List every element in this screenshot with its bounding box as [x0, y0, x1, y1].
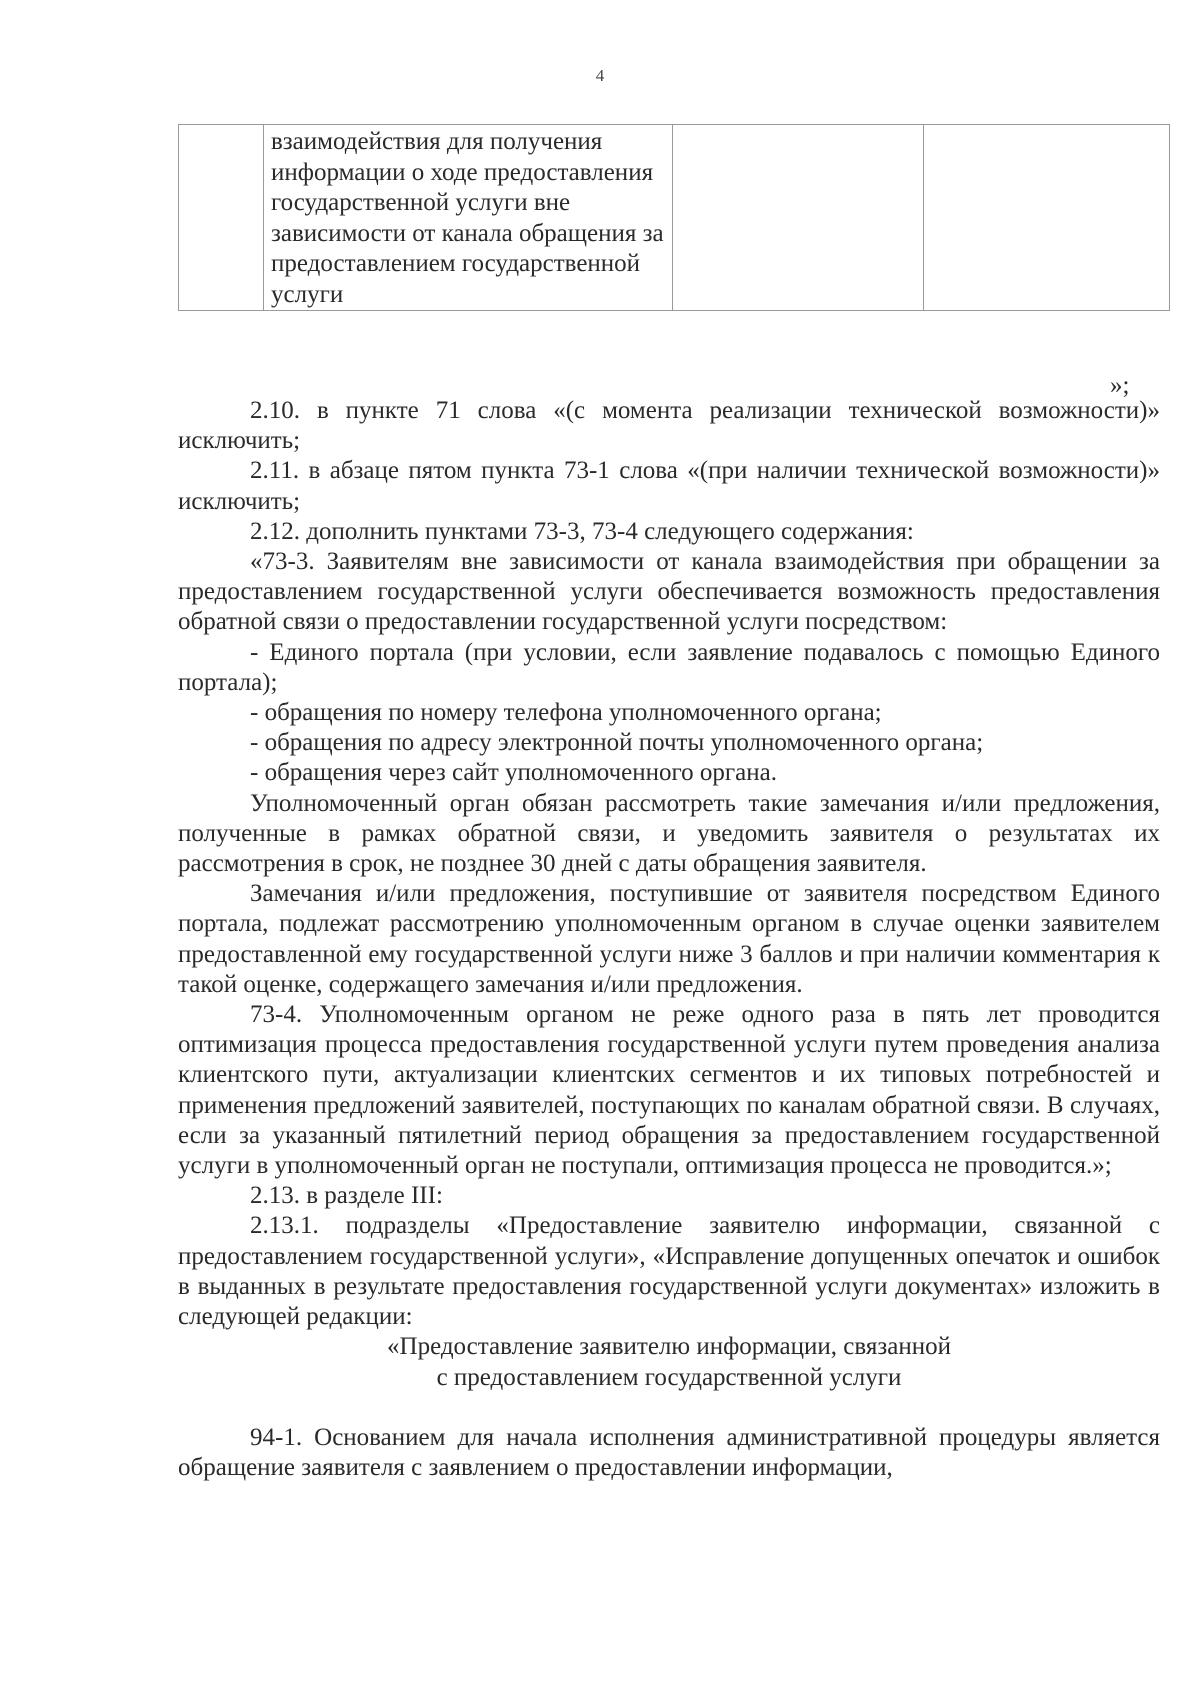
paragraph: - обращения через сайт уполномоченного органа. — [250, 759, 777, 787]
table-cell-description: взаимодействия для получения информации о ходе предоставления государственной услуги вне зависимости от канала обращения за предоставлением государственной услуги — [264, 125, 673, 311]
paragraph: - Единого портала (при условии, если заявление подавалось с помощью Единого портала); — [178, 638, 1160, 696]
paragraph: 2.12. дополнить пунктами 73-3, 73-4 следующего содержания: — [250, 517, 914, 545]
spacer — [178, 1393, 1160, 1423]
paragraph: Замечания и/или предложения, поступившие от заявителя посредством Единого портала, подлежат рассмотрению уполномоченным органом в случае оценки заявителем предоставленной ему государственной услуги ниже 3 баллов и при наличии комментария к такой оценке, содержащего замечания и/или предложения. — [178, 880, 1160, 998]
paragraph: 2.13.1. подразделы «Предоставление заявителю информации, связанной с предоставлением государственной услуги», «Исправление допущенных опечаток и ошибок в выданных в результате предоставления государственной услуги документах» изложить в следующей редакции: — [178, 1212, 1160, 1331]
paragraph: 2.10. в пункте 71 слова «(с момента реализации технической возможности)» исключить; — [178, 397, 1160, 455]
table-cell-empty — [673, 125, 924, 311]
paragraph: 94-1. Основанием для начала исполнения административной процедуры является обращение заявителя с заявлением о предоставлении информации, — [178, 1423, 1160, 1481]
paragraph: 73-4. Уполномоченным органом не реже одного раза в пять лет проводится оптимизация процесса предоставления государственной услуги путем проведения анализа клиентского пути, актуализации клиентских сегментов и их типовых потребностей и применения предложений заявителей, поступающих по каналам обратной связи. В случаях, если за указанный пятилетний период обращения за предоставлением государственной услуги в уполномоченный орган не поступали, оптимизация процесса не проводится.»; — [178, 1001, 1160, 1180]
table-cell-number — [179, 125, 264, 311]
paragraph: - обращения по адресу электронной почты уполномоченного органа; — [250, 729, 984, 757]
continuation-table — [178, 124, 1170, 311]
table-cell-empty — [924, 125, 1170, 311]
paragraph: - обращения по номеру телефона уполномоченного органа; — [250, 699, 882, 727]
paragraph: 2.13. в разделе III: — [250, 1182, 443, 1210]
paragraph: 2.11. в абзаце пятом пункта 73-1 слова «(при наличии технической возможности)» исключить; — [178, 457, 1160, 515]
section-heading-line: с предоставлением государственной услуги — [436, 1363, 902, 1391]
document-body — [178, 396, 1160, 1483]
page-number: 4 — [595, 66, 605, 85]
paragraph: Уполномоченный орган обязан рассмотреть такие замечания и/или предложения, полученные в рамках обратной связи, и уведомить заявителя о результатах их рассмотрения в срок, не позднее 30 дней с даты обращения заявителя. — [178, 789, 1160, 878]
paragraph: «73-3. Заявителям вне зависимости от канала взаимодействия при обращении за предоставлением государственной услуги обеспечивается возможность предоставления обратной связи о предоставлении государственной услуги посредством: — [178, 548, 1160, 636]
table-row — [179, 125, 1170, 311]
section-heading-line: «Предоставление заявителю информации, связанной — [387, 1333, 951, 1361]
closing-quote: »; — [1110, 372, 1130, 399]
